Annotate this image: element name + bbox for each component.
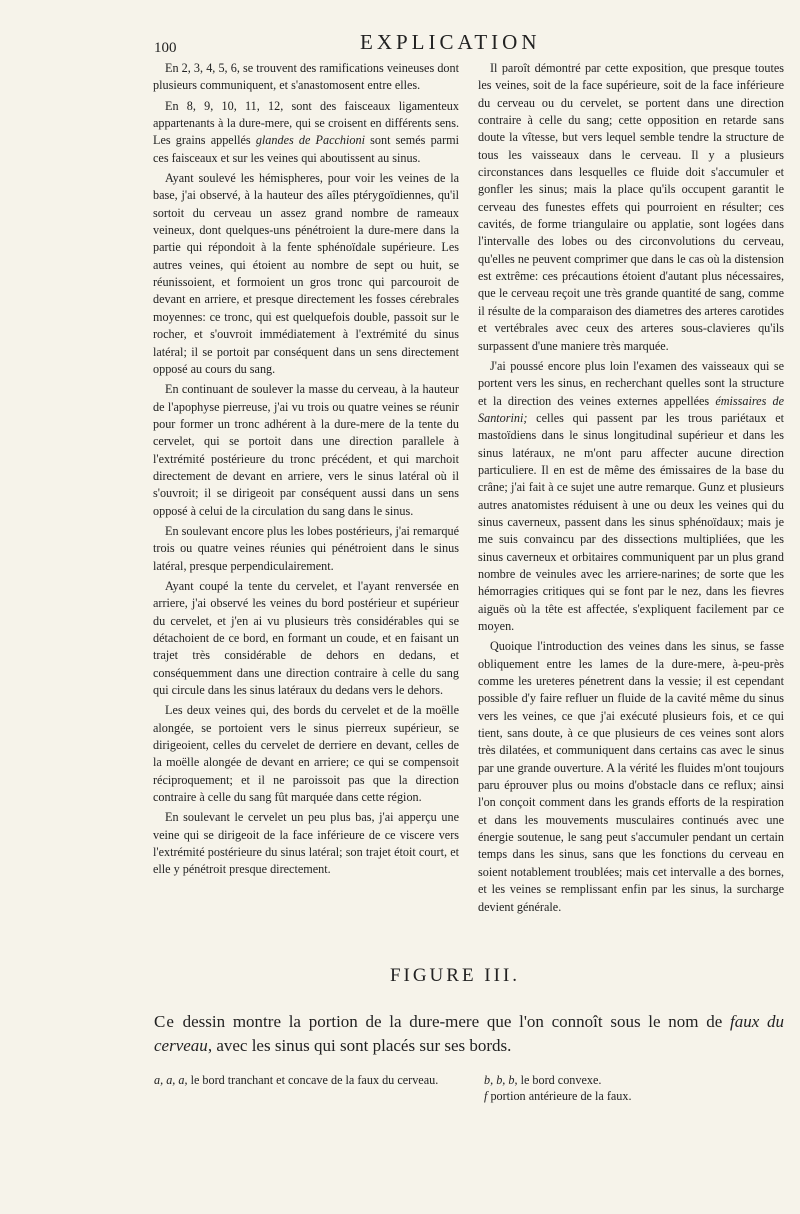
paragraph: Ayant coupé la tente du cervelet, et l'ayant renversée en arriere, j'ai observé les veines du bord postérieur et supérieur du cervelet, et j'en ai vu plusieurs très considérables qui se détachoient de ce bord, en formant un coude, et en faisant un trajet très considérable de dehors en dedans, et conséquemment dans une direction contraire à celle du sang qui circule dans les sinus latéraux du dedans vers le dehors. bbox=[153, 578, 459, 698]
legend-key: a, a, a, bbox=[154, 1073, 188, 1087]
figure-description-text: dessin montre la portion de la dure-mere que l'on connoît sous le nom de bbox=[174, 1012, 730, 1031]
italic-term: glandes de Pacchioni bbox=[255, 133, 365, 148]
figure-title: FIGURE III. bbox=[389, 965, 521, 986]
drop-cap: Ce bbox=[154, 1012, 175, 1031]
legend-text: portion antérieure de la faux. bbox=[487, 1089, 632, 1103]
paragraph-text: celles qui passent par les trous pariétaux et mastoïdiens dans le sinus longitudinal supérieur et dans les sinus latéraux, ne m'ont paru affecter aucune direction particuliere. Il en est de même des émissaires de la base du crâne; j'ai fait à ce sujet une autre remarque. Gunz et plusieurs autres anatomistes réduisent à une ou deux les veines qui du sinus caverneux, passent dans les sinus sphénoïdaux; mais je me suis convaincu par des dissections multipliées, que les sinus caverneux et orbitaires communiquent par un plus grand nombre de veinules avec les arriere-narines; de sorte que les hémorragies critiques qui se font par le nez, dans les fievres aiguës où la tête est affectée, s'expliquent facilement par ce moyen. bbox=[478, 410, 784, 633]
right-column bbox=[478, 60, 784, 919]
paragraph: Il paroît démontré par cette exposition, que presque toutes les veines, soit de la face supérieure, soit de la face inférieure du cerveau ou du cervelet, se portent dans une direction contraire à celle du sang; cette opposition en retarde sans doute la vîtesse, but vers lequel semble tendre la structure de tous les vaisseaux dans le cerveau. Il y a plusieurs circonstances dans lesquelles ce fluide doit s'accumuler et gonfler les sinus; mais la place qu'ils occupent garantit le cerveau des funestes effets qui pourroient en résulter; ces cavités, de forme triangulaire ou applatie, sont logées dans l'intervalle des lobes ou des circonvolutions du cerveau, qu'elles ne peuvent comprimer que dans le cas où la distension est extrême: ces précautions étoient d'autant plus nécessaires, que le cerveau reçoit une très grande quantité de sang, comme il résulte de la comparaison des diametres des arteres carotides et vertébrales avec ceux des arteres sous-clavieres qu'ils surpassent d'une maniere très marquée. bbox=[478, 61, 784, 353]
figure-legend-left bbox=[154, 1072, 454, 1088]
paragraph-text: J'ai poussé encore plus loin l'examen des vaisseaux qui se portent vers les sinus, en recherchant quelles sont la structure et la direction des veines externes appellées bbox=[478, 358, 784, 408]
legend-entry bbox=[484, 1072, 774, 1088]
figure-legend-right bbox=[484, 1072, 774, 1104]
legend-entry bbox=[154, 1072, 454, 1088]
paragraph bbox=[478, 358, 784, 636]
paragraph: En soulevant le cervelet un peu plus bas, j'ai apperçu une veine qui se dirigeoit de la face inférieure de ce viscere vers l'extrémité postérieure du sinus latéral; son trajet étoit court, et elle y pénétroit presque directement. bbox=[153, 810, 459, 877]
italic-term: émissaires de Santorini; bbox=[478, 393, 784, 425]
left-column bbox=[153, 60, 459, 882]
legend-text: le bord tranchant et concave de la faux du cerveau. bbox=[187, 1073, 439, 1087]
legend-entry bbox=[484, 1088, 774, 1104]
paragraph: Quoique l'introduction des veines dans les sinus, se fasse obliquement entre les lames de la dure-mere, à-peu-près comme les ureteres pénetrent dans la vessie; il est cependant possible d'y faire refluer un fluide de la cavité même du sinus vers les veines, ce que j'ai exécuté plusieurs fois, et ce qui tient, sans doute, à ce que plusieurs de ces veines sont alors très dilatées, et communiquent dans certains cas avec le sinus par une grande ouverture. A la vérité les fluides m'ont toujours paru éprouver plus ou moins d'obstacle dans ce reflux; ainsi l'on conçoit comment dans les grands efforts de la respiration et dans les mouvements musculaires continués avec une énergie soutenue, le sang peut s'accumuler pendant un certain temps dans les sinus, sans que les fonctions du cerveau en soient notablement troublées; mais cet intervalle a des bornes, et les veines se remplissant enfin par les sinus, la surcharge devient générale. bbox=[478, 639, 784, 914]
figure-description-text: , avec les sinus qui sont placés sur ses bords. bbox=[207, 1036, 512, 1055]
running-title: EXPLICATION bbox=[360, 30, 541, 54]
paragraph: En continuant de soulever la masse du cerveau, à la hauteur de l'apophyse pierreuse, j'ai vu trois ou quatre veines se réunir pour former un tronc adhérent à la dure-mere de la tente du cervelet, qui se portoit dans une direction parallele à l'extrémité postérieure du tronc précédent, et qui marchoit directement de devant en arriere, vers le sinus latéral où il s'ouvroit; il se dirigeoit par conséquent aussi dans un sens opposé à celui de la circulation du sang dans le sinus. bbox=[153, 382, 459, 518]
paragraph-text: En 8, 9, 10, 11, 12, sont des faisceaux ligamenteux appartenants à la dure-mere, qui se croisent en différents sens. Les grains appellés bbox=[153, 98, 459, 148]
figure-description bbox=[154, 1010, 784, 1058]
page-number: 100 bbox=[154, 40, 177, 56]
paragraph bbox=[153, 98, 459, 167]
paragraph-text: sont semés parmi ces faisceaux et sur les veines qui aboutissent au sinus. bbox=[153, 133, 460, 165]
legend-key: f bbox=[484, 1089, 488, 1103]
paragraph: En soulevant encore plus les lobes postérieurs, j'ai remarqué trois ou quatre veines réunies qui pénétroient dans le sinus latéral, presque perpendiculairement. bbox=[153, 523, 459, 573]
legend-text: le bord convexe. bbox=[517, 1073, 602, 1087]
paragraph: Les deux veines qui, des bords du cervelet et de la moëlle alongée, se portoient vers le sinus pierreux supérieur, se dirigeoient, celles du cervelet de derriere en devant, celles de la moëlle alongée de devant en arriere; ce qui se compensoit réciproquement; et il ne paroissoit pas que la direction contraire à celle du sang fût marquée dans cette région. bbox=[153, 703, 459, 805]
paragraph: Ayant soulevé les hémispheres, pour voir les veines de la base, j'ai observé, à la hauteur des aîles ptérygoïdiennes, qu'il sortoit du cerveau un assez grand nombre de rameaux veineux, dont quelques-uns pénétroient la dure-mere dans la partie qui répondoit à la fente sphénoïdale supérieure. Les autres veines, qui étoient au nombre de sept ou huit, se réunissoient, et formoient un gros tronc qui parcouroit de devant en arriere, et presque directement les fosses cérebrales moyennes: ce tronc, qui est quelquefois double, passoit sur le rocher, et s'ouvroit immédiatement à l'extrémité du sinus latéral; il se portoit par conséquent dans un sens directement opposé au cours du sang. bbox=[153, 171, 459, 376]
legend-key: b, b, b, bbox=[484, 1073, 518, 1087]
italic-term: faux du cerveau bbox=[154, 1012, 784, 1055]
paragraph: En 2, 3, 4, 5, 6, se trouvent des ramifications veineuses dont plusieurs communiquent, et s'anastomosent entre elles. bbox=[153, 61, 459, 93]
